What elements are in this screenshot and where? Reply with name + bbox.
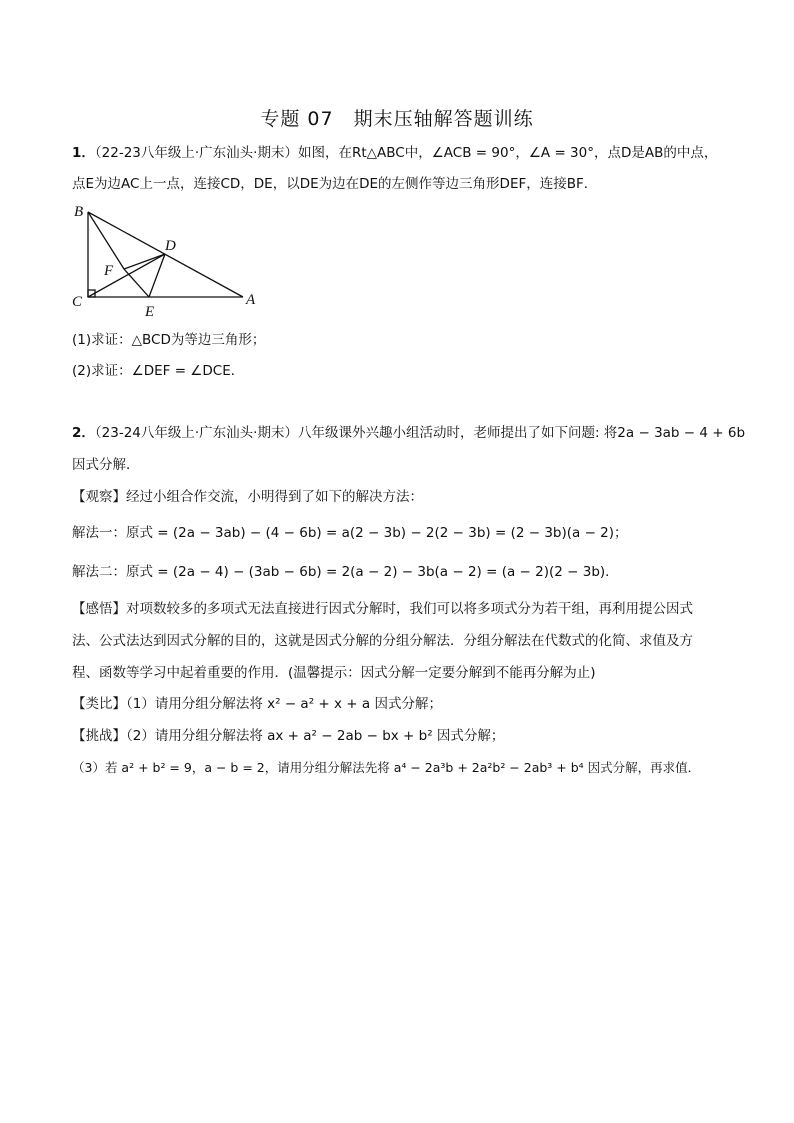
segment-cd [88,254,165,297]
q2-insight-3: 程、函数等学习中起着重要的作用．(温馨提示：因式分解一定要分解到不能再分解为止) [72,665,596,681]
segment-df [124,254,165,269]
label-d: D [165,238,176,254]
q1-line-1 [72,144,717,162]
q2-insight-2: 法、公式法达到因式分解的目的，这就是因式分解的分组分解法．分组分解法在代数式的化简、求值及方 [72,633,693,649]
label-c: C [72,294,83,310]
q2-analogy: 【类比】（1）请用分组分解法将 x² − a² + x + a 因式分解； [72,696,442,712]
q2-source: （23-24八年级上·广东汕头·期末） [94,425,298,441]
q2-statement-line-1: 八年级课外兴趣小组活动时，老师提出了如下问题: 将2a − 3ab − 4 + 6b [297,425,746,441]
label-a: A [246,292,256,308]
q2-challenge: 【挑战】（2）请用分组分解法将 ax + a² − 2ab − bx + b² 因式分解； [72,728,505,744]
segment-de [149,254,165,297]
q1-figure-svg [66,200,266,320]
page-title: 专题 07 期末压轴解答题训练 [260,108,534,130]
label-b: B [74,204,84,220]
label-f: F [104,263,114,279]
q2-part-3: （3）若 a² + b² = 9，a − b = 2，请用分组分解法先将 a⁴ − 2a³b + 2a²b² − 2ab³ + b⁴ 因式分解，再求值． [72,760,701,775]
segment-ef [124,269,149,297]
q1-triangle-figure [66,200,266,320]
q2-number: 2． [72,425,95,441]
segment-bf [88,212,124,269]
q1-number: 1． [72,145,95,161]
q2-line-1 [72,424,745,442]
q2-insight-1: 【感悟】对项数较多的多项式无法直接进行因式分解时，我们可以将多项式分为若干组，再利用提公因式 [72,601,693,617]
q1-source: （22-23八年级上·广东汕头·期末） [94,145,298,161]
q1-statement-line-1: 如图，在Rt△ABC中，∠ACB = 90°，∠A = 30°，点D是AB的中点， [297,145,718,161]
q1-part-2: (2)求证：∠DEF = ∠DCE． [72,363,245,379]
q2-statement-line-2: 因式分解． [72,457,140,473]
q2-method-2: 解法二：原式 = (2a − 4) − (3ab − 6b) = 2(a − 2) − 3b(a − 2) = (a − 2)(2 − 3b)． [72,564,619,580]
q2-method-1: 解法一：原式 = (2a − 3ab) − (4 − 6b) = a(2 − 3b) − 2(2 − 3b) = (2 − 3b)(a − 2)； [72,525,628,541]
q1-statement-line-2: 点E为边AC上一点，连接CD，DE，以DE为边在DE的左侧作等边三角形DEF，连接BF． [72,176,598,192]
label-e: E [145,304,155,320]
q1-part-1: (1)求证：△BCD为等边三角形； [72,332,266,348]
q2-observe: 【观察】经过小组合作交流，小明得到了如下的解决方法： [72,489,423,505]
